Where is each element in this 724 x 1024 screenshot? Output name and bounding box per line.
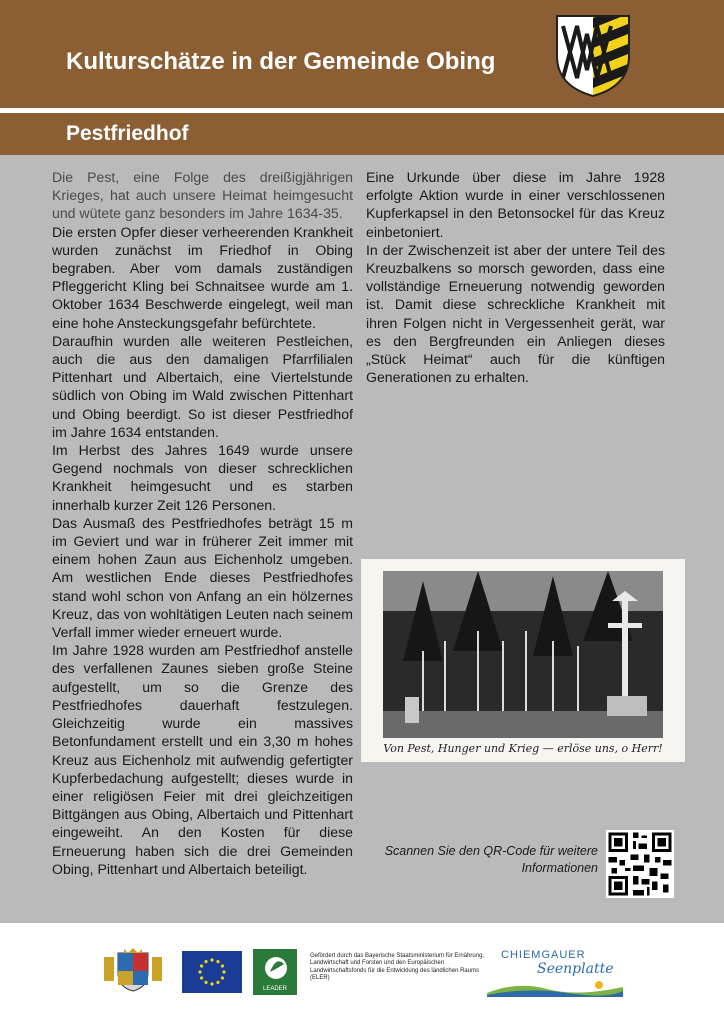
forest-cross-photo-icon (383, 571, 663, 738)
funding-notice: Gefördert durch das Bayerische Staatsministerium für Ernährung, Landwirtschaft und Forsten und den Europäischen Landwirtschaftsfonds für die Entwicklung des ländlichen Raums (ELER) (310, 953, 485, 982)
page-title: Kulturschätze in der Gemeinde Obing (66, 48, 496, 75)
paragraph: Daraufhin wurden alle weiteren Pestleichen, auch die aus den damaligen Pfarrfilialen Pittenhart und Albertaich, eine Viertelstunde südlich von Obing im Wald zwischen Pittenhart und Obing beerdigt. So ist dieser Pestfriedhof im Jahre 1634 entstanden. (52, 332, 353, 440)
paragraph: Die ersten Opfer dieser verheerenden Krankheit wurden zunächst im Friedhof in Obing begraben. Aber vom damals zuständigen Pfleggericht Kling bei Schnaitsee wurde am 1. Oktober 1634 Beschwerde eingelegt, weil man eine hohe Ansteckungsgefahr befürchtete. (52, 223, 353, 331)
paragraph: In der Zwischenzeit ist aber der untere Teil des Kreuzbalkens so morsch geworden, dass eine vollständige Erneuerung notwendig geworden ist. Damit diese schreckliche Krankheit mit ihren Folgen nicht in Vergessenheit gerät, war es den Bergfreunden ein Anliegen dieses „Stück Heimat“ auch für die künftigen Generationen zu erhalten. (366, 241, 665, 386)
leader-label: LEADER (262, 986, 288, 992)
bavarian-coat-of-arms-icon (98, 947, 168, 993)
leader-logo-icon (253, 949, 297, 995)
landscape-wave-icon (487, 979, 623, 997)
subheader-bar (0, 113, 724, 155)
qr-code-icon[interactable] (606, 830, 674, 898)
intro-paragraph: Die Pest, eine Folge des dreißigjährigen Krieges, hat auch unsere Heimat heimgesucht und wütete ganz besonders im Jahre 1634-35. (52, 169, 353, 222)
content-area (0, 155, 724, 923)
eu-flag-icon (182, 951, 242, 993)
photo-caption: Von Pest, Hunger und Krieg — erlöse uns, o Herr! (383, 742, 663, 755)
paragraph: Das Ausmaß des Pestfriedhofes beträgt 15 m im Geviert und war in früherer Zeit immer mit einem hohen Zaun aus Eichenholz umgeben. Am westlichen Ende dieses Pestfriedhofes stand wohl schon von Anfang an ein hölzernes Kreuz, das von wohltätigen Leuten nach seinem Verfall immer wieder erneuert wurde. (52, 514, 353, 641)
logo-line-2: Seenplatte (537, 961, 614, 977)
logo-line-1: CHIEMGAUER (501, 949, 586, 961)
paragraph: Im Herbst des Jahres 1649 wurde unsere Gegend nochmals von dieser schrecklichen Krankheit heimgesucht und es starben innerhalb kurzer Zeit 126 Personen. (52, 442, 353, 513)
header-bar (0, 0, 724, 108)
section-title: Pestfriedhof (66, 122, 189, 145)
qr-instruction: Scannen Sie den QR-Code für weitere Informationen (384, 844, 598, 875)
chiemgauer-seenplatte-logo (487, 947, 623, 997)
historic-photo (361, 559, 685, 762)
municipal-crest-icon (553, 12, 633, 98)
text-column-right (366, 168, 665, 386)
text-column-left (52, 168, 353, 878)
footer (0, 923, 724, 1024)
paragraph: Eine Urkunde über diese im Jahre 1928 erfolgte Aktion wurde in einer verschlossenen Kupferkapsel in den Betonsockel für das Kreuz einbetoniert. (366, 169, 665, 240)
paragraph: Im Jahre 1928 wurden am Pestfriedhof anstelle des verfallenen Zaunes sieben große Steine aufgestellt, um so die Grenze des Pestfriedhofes dauerhaft festzulegen. Gleichzeitig wurde ein massives Betonfundament erstellt und ein 3,30 m hohes Kreuz aus Eichenholz mit aufwendig gefertigter Kupferbedachung aufgestellt; dieses wurde in einer religiösen Feier mit drei gleichzeitigen Bittgängen aus Obing, Albertaich und Pittenhart eingeweiht. An den Kosten für diese Erneuerung haben sich die drei Gemeinden Obing, Pittenhart und Albertaich beteiligt. (52, 642, 353, 877)
